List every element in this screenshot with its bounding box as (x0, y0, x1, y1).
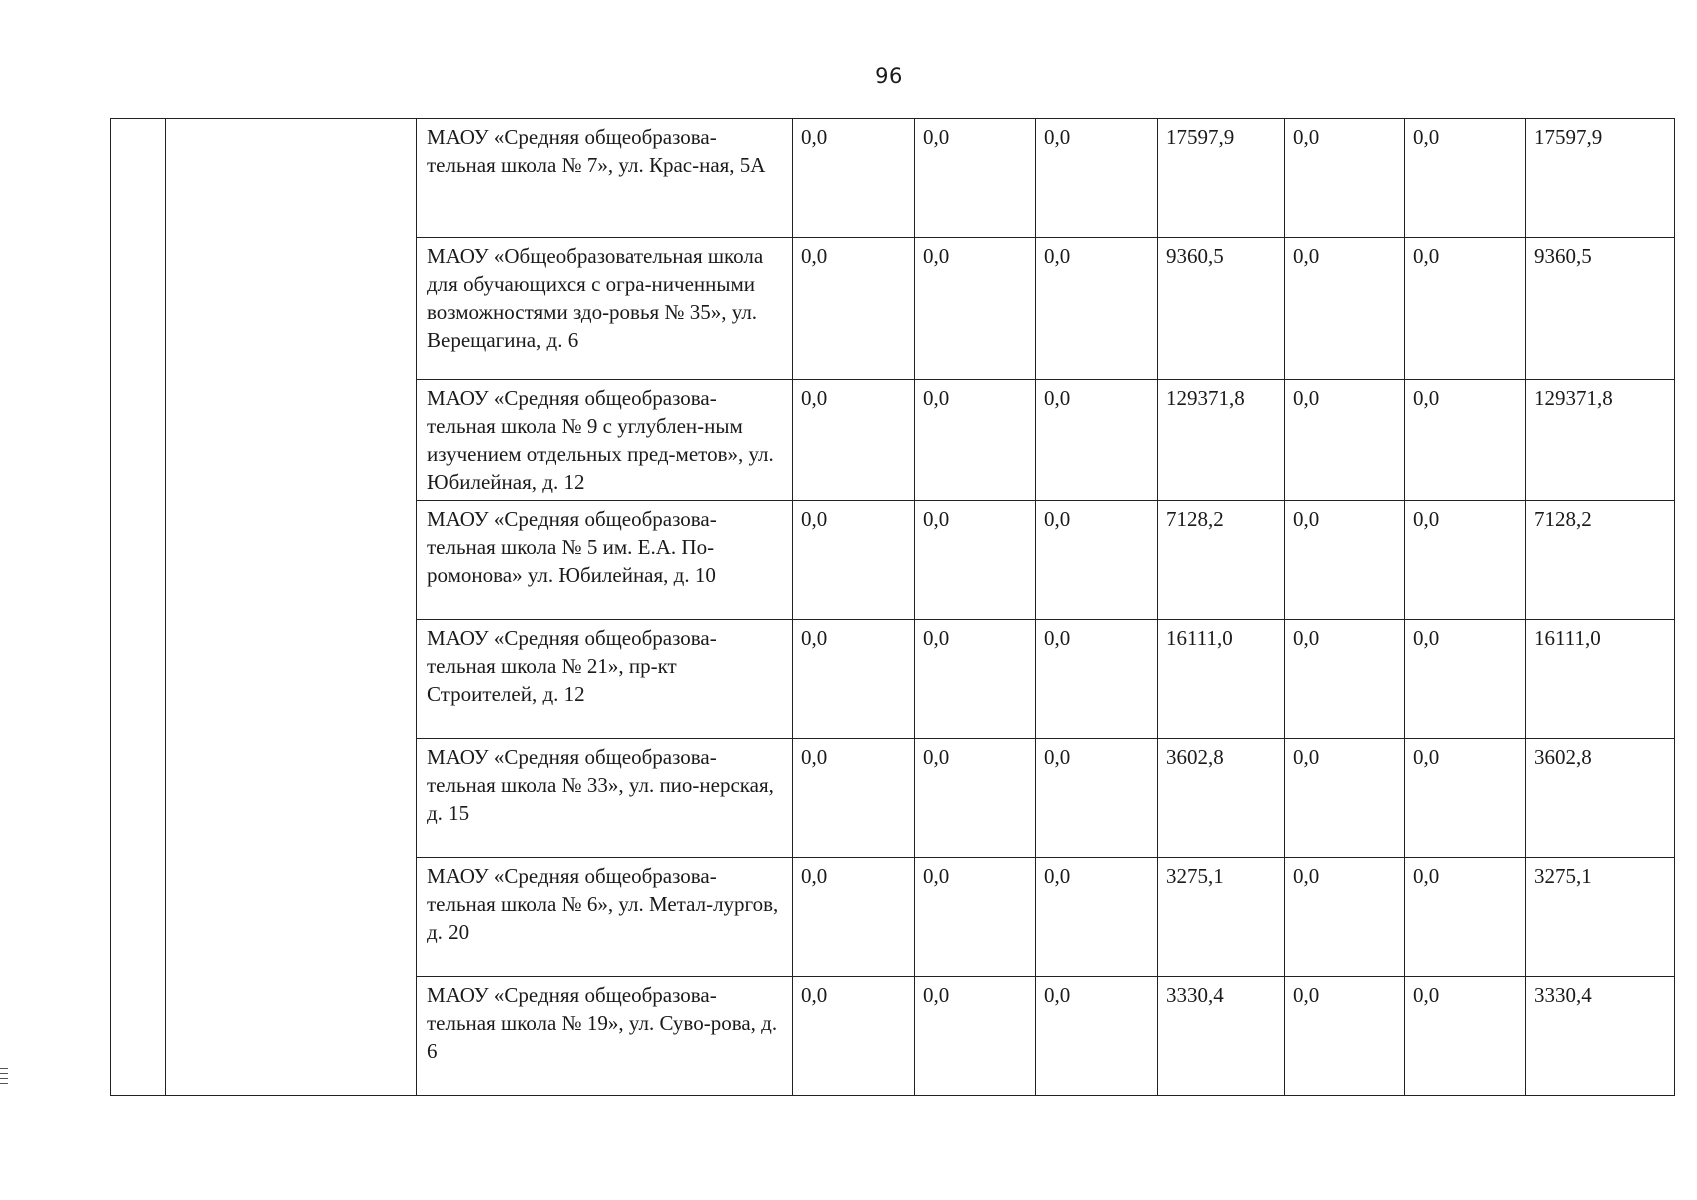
value-cell: 0,0 (1405, 620, 1526, 739)
value-cell: 0,0 (1285, 380, 1405, 501)
scan-mark (0, 1083, 8, 1084)
school-name-cell: МАОУ «Средняя общеобразова-тельная школа № 9 с углублен-ным изучением отдельных пред-метов», ул. Юбилейная, д. 12 (417, 380, 793, 501)
value-cell: 0,0 (793, 380, 915, 501)
value-cell: 0,0 (793, 501, 915, 620)
value-cell: 0,0 (1036, 501, 1158, 620)
value-cell: 0,0 (1285, 620, 1405, 739)
school-name-cell: МАОУ «Средняя общеобразова-тельная школа № 5 им. Е.А. По-ромонова» ул. Юбилейная, д. 10 (417, 501, 793, 620)
value-cell: 0,0 (915, 501, 1036, 620)
school-name-cell: МАОУ «Средняя общеобразова-тельная школа № 19», ул. Суво-рова, д. 6 (417, 977, 793, 1096)
scan-mark (0, 1068, 8, 1069)
value-cell: 0,0 (915, 977, 1036, 1096)
value-cell: 0,0 (1405, 380, 1526, 501)
value-cell: 0,0 (1036, 739, 1158, 858)
page-number: 96 (875, 64, 903, 88)
total-cell: 9360,5 (1526, 238, 1675, 380)
row-number-column (111, 119, 166, 1096)
value-cell: 0,0 (1405, 739, 1526, 858)
value-cell: 7128,2 (1158, 501, 1285, 620)
value-cell: 3275,1 (1158, 858, 1285, 977)
value-cell: 0,0 (1285, 977, 1405, 1096)
value-cell: 0,0 (793, 858, 915, 977)
total-cell: 3330,4 (1526, 977, 1675, 1096)
total-cell: 3602,8 (1526, 739, 1675, 858)
total-cell: 129371,8 (1526, 380, 1675, 501)
value-cell: 3330,4 (1158, 977, 1285, 1096)
value-cell: 0,0 (915, 238, 1036, 380)
value-cell: 0,0 (793, 620, 915, 739)
value-cell: 0,0 (1036, 977, 1158, 1096)
value-cell: 9360,5 (1158, 238, 1285, 380)
program-column (166, 119, 417, 1096)
value-cell: 0,0 (915, 119, 1036, 238)
school-name-cell: МАОУ «Средняя общеобразова-тельная школа № 7», ул. Крас-ная, 5А (417, 119, 793, 238)
school-name-cell: МАОУ «Средняя общеобразова-тельная школа № 21», пр-кт Строителей, д. 12 (417, 620, 793, 739)
value-cell: 129371,8 (1158, 380, 1285, 501)
value-cell: 0,0 (1036, 380, 1158, 501)
value-cell: 0,0 (1405, 238, 1526, 380)
value-cell: 0,0 (1405, 119, 1526, 238)
value-cell: 0,0 (915, 739, 1036, 858)
value-cell: 0,0 (1036, 620, 1158, 739)
value-cell: 0,0 (915, 380, 1036, 501)
value-cell: 0,0 (1405, 858, 1526, 977)
value-cell: 0,0 (793, 977, 915, 1096)
scan-mark (0, 1073, 8, 1074)
value-cell: 0,0 (915, 858, 1036, 977)
total-cell: 3275,1 (1526, 858, 1675, 977)
value-cell: 0,0 (1036, 858, 1158, 977)
table-row (111, 119, 1675, 238)
value-cell: 0,0 (1285, 119, 1405, 238)
school-name-cell: МАОУ «Средняя общеобразова-тельная школа № 6», ул. Метал-лургов, д. 20 (417, 858, 793, 977)
scan-edge-marks (0, 1068, 10, 1088)
value-cell: 0,0 (1405, 977, 1526, 1096)
scan-mark (0, 1078, 8, 1079)
value-cell: 0,0 (793, 238, 915, 380)
value-cell: 0,0 (1285, 858, 1405, 977)
value-cell: 0,0 (1036, 119, 1158, 238)
total-cell: 17597,9 (1526, 119, 1675, 238)
value-cell: 0,0 (915, 620, 1036, 739)
value-cell: 17597,9 (1158, 119, 1285, 238)
value-cell: 0,0 (1405, 501, 1526, 620)
value-cell: 0,0 (793, 739, 915, 858)
value-cell: 16111,0 (1158, 620, 1285, 739)
value-cell: 0,0 (793, 119, 915, 238)
total-cell: 16111,0 (1526, 620, 1675, 739)
value-cell: 0,0 (1285, 739, 1405, 858)
value-cell: 0,0 (1036, 238, 1158, 380)
school-name-cell: МАОУ «Средняя общеобразова-тельная школа № 33», ул. пио-нерская, д. 15 (417, 739, 793, 858)
school-name-cell: МАОУ «Общеобразовательная школа для обучающихся с огра-ниченными возможностями здо-ровья № 35», ул. Верещагина, д. 6 (417, 238, 793, 380)
value-cell: 3602,8 (1158, 739, 1285, 858)
budget-table (110, 118, 1675, 1096)
value-cell: 0,0 (1285, 501, 1405, 620)
total-cell: 7128,2 (1526, 501, 1675, 620)
value-cell: 0,0 (1285, 238, 1405, 380)
